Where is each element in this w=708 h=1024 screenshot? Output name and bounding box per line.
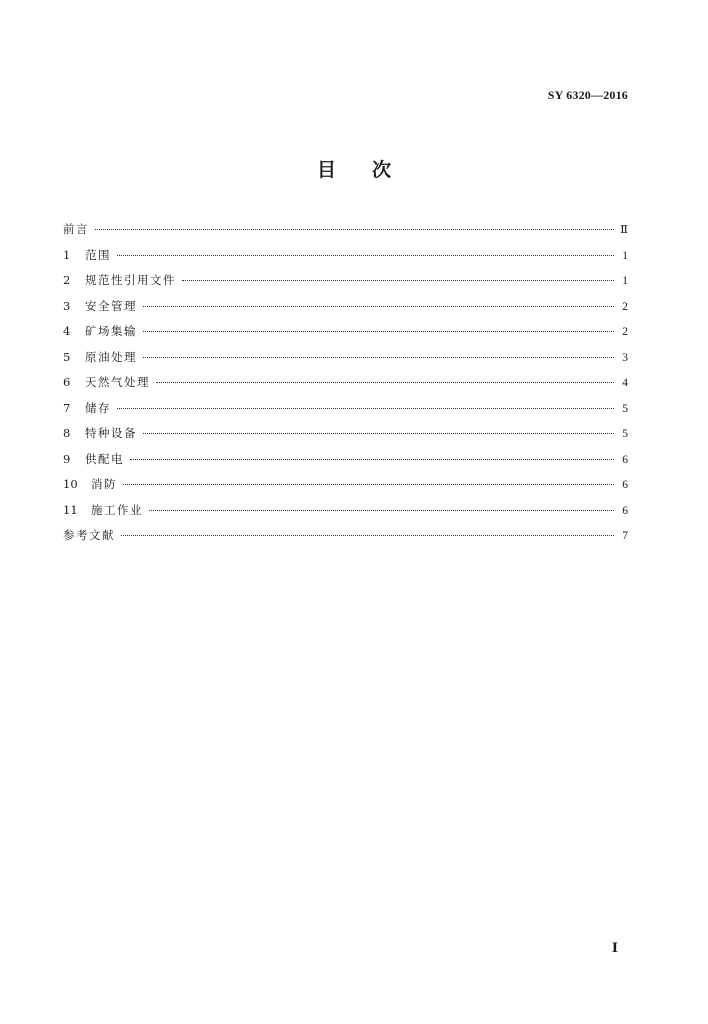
toc-entry[interactable] <box>63 268 628 294</box>
toc-entry[interactable] <box>63 243 628 269</box>
toc-entry[interactable] <box>63 523 628 549</box>
toc-entry-label: 规范性引用文件 <box>85 273 176 287</box>
toc-entry[interactable] <box>63 370 628 396</box>
toc-entry-page: Ⅱ <box>620 224 628 236</box>
toc-entry-label: 供配电 <box>85 451 124 466</box>
toc-entry-page: 6 <box>622 479 628 491</box>
toc-leader-dots <box>149 509 614 511</box>
toc-entry-label: 参考文献 <box>63 528 115 542</box>
toc-entry-page: 5 <box>622 402 628 415</box>
toc-entry[interactable] <box>63 294 628 320</box>
toc-entry-number: 2 <box>63 273 71 287</box>
table-of-contents <box>63 217 628 549</box>
toc-entry-number: 11 <box>63 502 78 517</box>
toc-leader-dots <box>117 254 614 256</box>
toc-leader-dots <box>143 356 614 358</box>
toc-entry-page: 1 <box>622 249 628 262</box>
toc-title: 目次 <box>316 159 427 181</box>
toc-entry-page: 4 <box>622 377 628 389</box>
toc-leader-dots <box>123 483 614 485</box>
toc-leader-dots <box>143 432 614 434</box>
toc-entry-label: 储存 <box>85 400 111 415</box>
toc-entry-number: 10 <box>63 477 78 491</box>
toc-entry[interactable] <box>63 345 628 371</box>
toc-entry-label: 安全管理 <box>85 298 137 313</box>
toc-entry[interactable] <box>63 421 628 447</box>
toc-entry-page: 7 <box>622 530 628 542</box>
toc-entry-number: 6 <box>63 375 71 389</box>
toc-entry-number: 8 <box>63 426 71 440</box>
toc-entry-page: 2 <box>622 326 628 338</box>
toc-leader-dots <box>143 330 614 332</box>
toc-entry-page: 1 <box>622 275 628 287</box>
toc-entry[interactable] <box>63 319 628 345</box>
toc-entry-page: 6 <box>622 453 628 466</box>
toc-entry-number: 5 <box>63 349 71 364</box>
toc-leader-dots <box>143 305 614 307</box>
toc-leader-dots <box>130 458 614 460</box>
toc-entry[interactable] <box>63 498 628 524</box>
page-number: Ⅰ <box>611 940 618 955</box>
toc-entry-page: 3 <box>622 351 628 364</box>
standard-code: SY 6320—2016 <box>547 88 628 102</box>
toc-entry-page: 2 <box>622 300 628 313</box>
toc-entry[interactable] <box>63 447 628 473</box>
toc-entry-label: 特种设备 <box>85 426 137 440</box>
toc-entry-label: 天然气处理 <box>85 375 150 389</box>
toc-entry-number: 1 <box>63 247 71 262</box>
toc-entry-label: 矿场集输 <box>85 324 137 338</box>
toc-entry[interactable] <box>63 396 628 422</box>
toc-entry-page: 6 <box>622 504 628 517</box>
toc-entry-label: 消防 <box>91 477 117 491</box>
toc-entry-number: 9 <box>63 451 71 466</box>
toc-leader-dots <box>117 407 614 409</box>
toc-leader-dots <box>156 381 614 383</box>
toc-entry[interactable] <box>63 217 628 243</box>
toc-entry-page: 5 <box>622 428 628 440</box>
toc-leader-dots <box>182 279 614 281</box>
toc-entry-label: 范围 <box>85 247 111 262</box>
toc-entry-number: 7 <box>63 400 71 415</box>
toc-leader-dots <box>121 534 614 536</box>
toc-entry-label: 原油处理 <box>85 349 137 364</box>
toc-leader-dots <box>95 228 614 230</box>
toc-entry[interactable] <box>63 472 628 498</box>
toc-entry-label: 施工作业 <box>91 502 143 517</box>
toc-entry-label: 前言 <box>63 222 89 236</box>
toc-entry-number: 4 <box>63 324 71 338</box>
toc-entry-number: 3 <box>63 298 71 313</box>
